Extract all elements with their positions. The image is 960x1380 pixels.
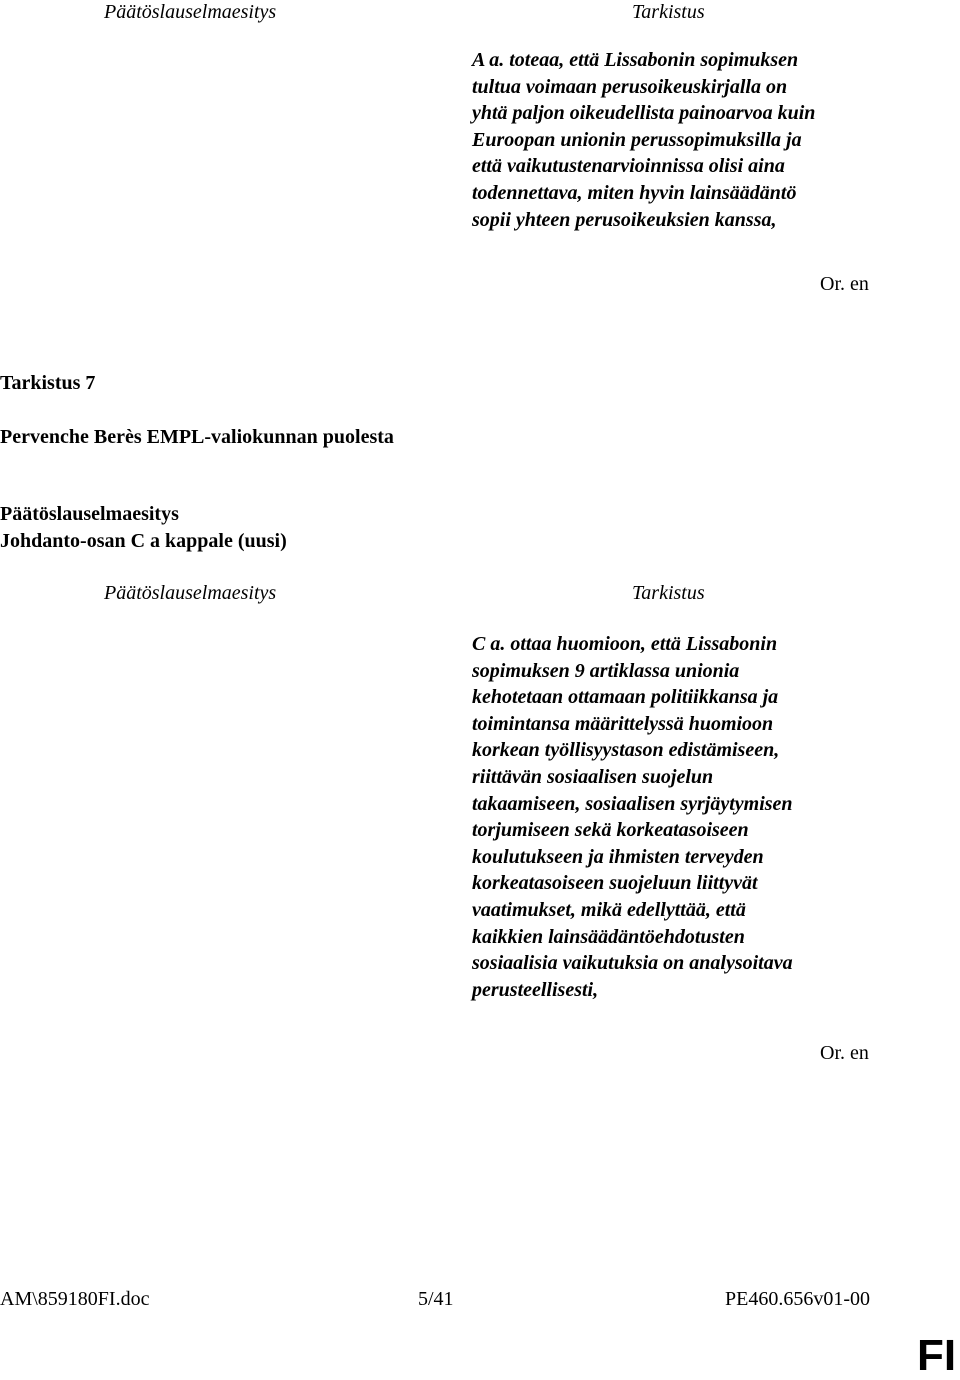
footer-language-code: FI	[917, 1331, 957, 1380]
amendment-title	[0, 371, 95, 395]
footer-doc-ref: AM\859180FI.doc	[0, 1288, 150, 1310]
column-header-amendment-2: Tarkistus	[632, 582, 705, 604]
footer-pe-ref: PE460.656v01-00	[725, 1288, 870, 1310]
amendment-author: Pervenche Berès EMPL-valiokunnan puolesta	[0, 426, 394, 448]
column-header-amendment: Tarkistus	[632, 1, 705, 23]
amendment-label: Tarkistus	[0, 372, 81, 394]
amendment-number: 7	[85, 372, 96, 394]
original-language-2: Or. en	[820, 1042, 869, 1064]
amendment-doc-type: Päätöslauselmaesitys	[0, 503, 179, 525]
footer-page-number: 5/41	[418, 1288, 454, 1310]
column-header-resolution-motion-2: Päätöslauselmaesitys	[104, 582, 277, 604]
amendment-text-c-a: C a. ottaa huomioon, että Lissabonin sopimuksen 9 artiklassa unionia kehotetaan ottamaan politiikkansa ja toimintansa määrittelyssä huomioon korkean työllisyystason edistämiseen, riittävän sosiaalisen suojelun takaamiseen, sosiaalisen syrjäytymisen torjumiseen sekä korkeatasoiseen koulutukseen ja ihmisten terveyden korkeatasoiseen suojeluun liittyvät vaatimukset, mikä edellyttää, että kaikkien lainsäädäntöehdotusten sosiaalisia vaikutuksia on analysoitava perusteellisesti,	[472, 633, 793, 1001]
column-header-resolution-motion: Päätöslauselmaesitys	[104, 1, 277, 23]
amendment-text-a-a: A a. toteaa, että Lissabonin sopimuksen tultua voimaan perusoikeuskirjalla on yhtä paljon oikeudellista painoarvoa kuin Euroopan unionin perussopimuksilla ja että vaikutustenarvioinnissa olisi aina todennettava, miten hyvin lainsäädäntö sopii yhteen perusoikeuksien kanssa,	[472, 49, 816, 231]
original-language: Or. en	[820, 273, 869, 295]
amendment-location: Johdanto-osan C a kappale (uusi)	[0, 530, 287, 552]
